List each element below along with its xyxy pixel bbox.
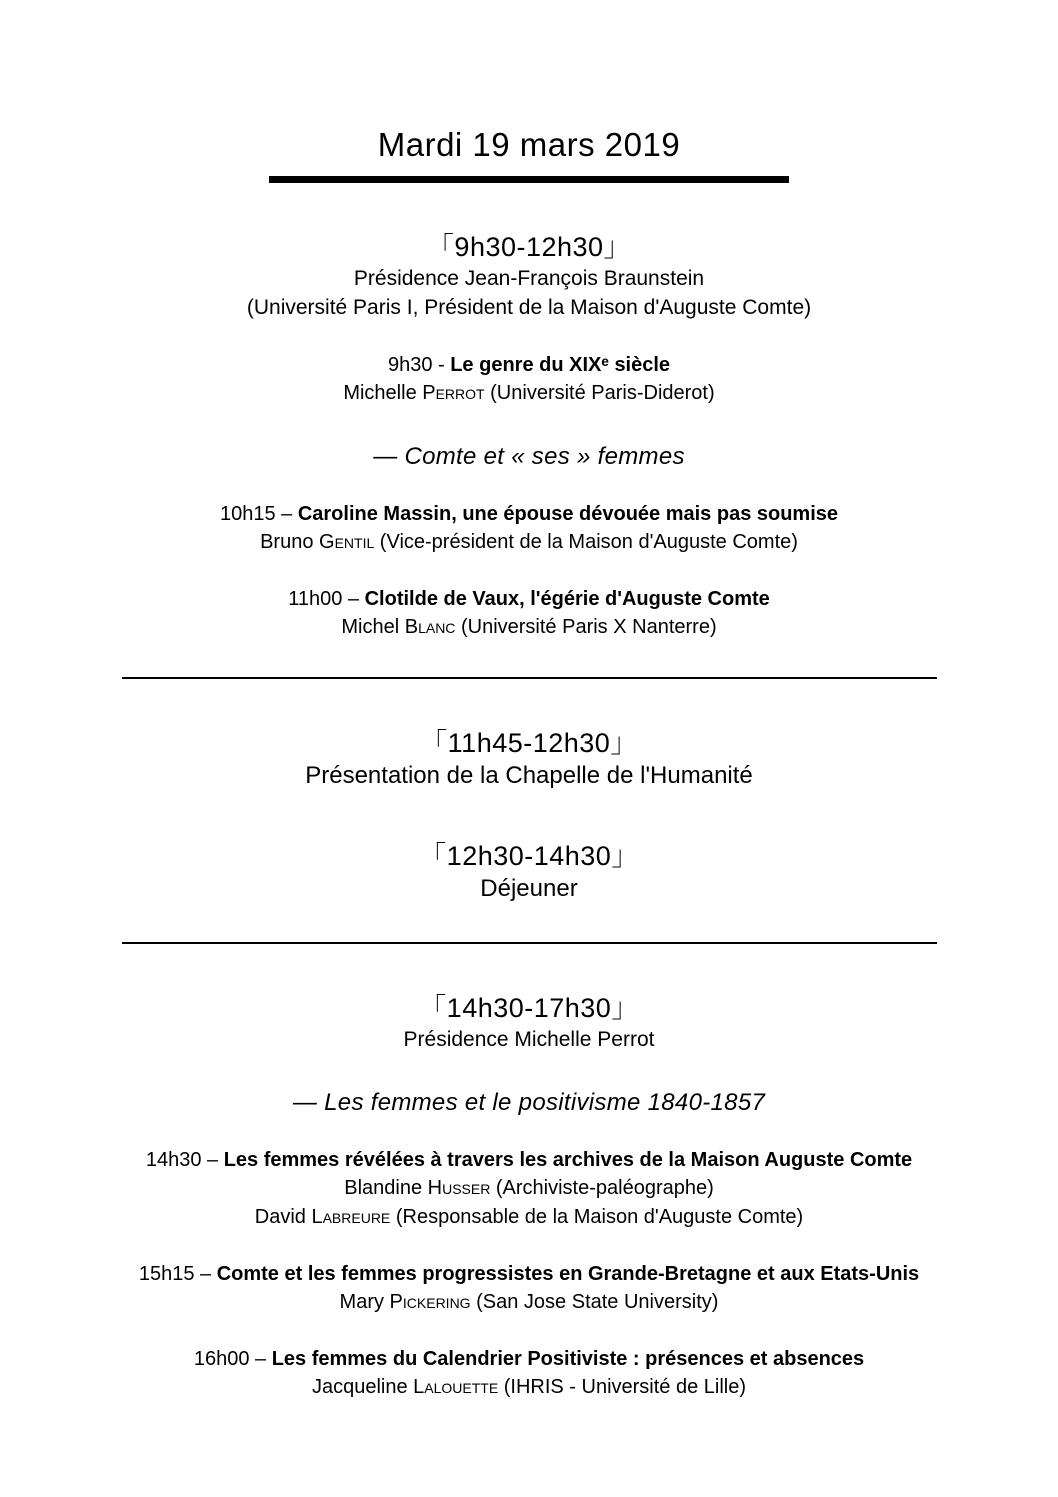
page-title: Mardi 19 mars 2019 [377, 126, 681, 163]
session-time: 「9h30-12h30」 [426, 232, 632, 262]
session-chair: Présidence Michelle Perrot [403, 1027, 655, 1051]
speaker-firstname: Michel [341, 615, 405, 638]
speaker-lastname: Lalouette [413, 1376, 499, 1399]
talk-title: Les femmes révélées à travers les archives de la Maison Auguste Comte [223, 1149, 913, 1172]
session-afternoon [110, 986, 948, 1402]
talk-hour: 14h30 – [145, 1149, 224, 1172]
session-chair-line1: Présidence Jean-François Braunstein [353, 267, 705, 290]
talk-speaker [110, 1175, 948, 1202]
talk-speaker [110, 529, 948, 556]
speaker-lastname: Gentil [319, 530, 375, 553]
speaker-affiliation: (Vice-président de la Maison d'Auguste Comte) [374, 530, 798, 553]
speaker-firstname: David [254, 1206, 312, 1229]
speaker-affiliation: (Archiviste-paléographe) [490, 1177, 714, 1200]
speaker-firstname: Jacqueline [311, 1376, 414, 1399]
talk-title: Les femmes du Calendrier Positiviste : présences et absences [271, 1348, 865, 1371]
speaker-affiliation: (Responsable de la Maison d'Auguste Comte) [390, 1206, 804, 1229]
talk-hour: 16h00 – [193, 1348, 272, 1371]
talk-speaker [110, 614, 948, 641]
talk-speaker [110, 1204, 948, 1231]
speaker-firstname: Bruno [260, 530, 320, 553]
talk-item [110, 501, 948, 556]
talk-title: Le genre du XIXᵉ siècle [450, 353, 671, 376]
talk-item [110, 586, 948, 641]
talk-item [110, 1346, 948, 1401]
session-morning [110, 225, 948, 641]
talk-hour: 15h15 – [138, 1263, 217, 1286]
talk-item [110, 1147, 948, 1231]
talk-heading [110, 501, 948, 527]
speaker-affiliation: (IHRIS - Université de Lille) [498, 1376, 747, 1399]
talk-hour: 11h00 – [288, 587, 365, 610]
speaker-affiliation: (Université Paris-Diderot) [484, 381, 715, 404]
midday-block1-time: 「11h45-12h30」 [420, 727, 638, 758]
talk-title: Comte et les femmes progressistes en Grande-Bretagne et aux Etats-Unis [216, 1263, 920, 1286]
speaker-lastname: Pickering [389, 1291, 471, 1314]
talk-heading [110, 586, 948, 612]
midday-block2-time: 「12h30-14h30」 [419, 841, 639, 872]
session-time: 「14h30-17h30」 [419, 992, 639, 1023]
talk-item [110, 352, 948, 407]
speaker-lastname: Husser [427, 1177, 491, 1200]
speaker-affiliation: (San Jose State University) [470, 1291, 719, 1314]
talk-hour: 10h15 – [219, 502, 298, 525]
talk-speaker [110, 1289, 948, 1316]
title-divider [269, 176, 789, 183]
session-midday [110, 721, 948, 906]
speaker-firstname: Mary [339, 1291, 390, 1314]
session-chair-line2: (Université Paris I, Président de la Maison d'Auguste Comte) [246, 295, 812, 319]
session-theme: — Comte et « ses » femmes [373, 442, 685, 470]
speaker-firstname: Blandine [344, 1177, 428, 1200]
talk-item [110, 1261, 948, 1316]
speaker-lastname: Perrot [422, 381, 485, 404]
talk-hour: 9h30 - [387, 353, 451, 376]
talk-heading [110, 1147, 948, 1173]
talk-title: Clotilde de Vaux, l'égérie d'Auguste Comte [364, 587, 770, 610]
midday-block2-label: Déjeuner [480, 875, 578, 903]
speaker-affiliation: (Université Paris X Nanterre) [455, 615, 717, 638]
session-theme: — Les femmes et le positivisme 1840-1857 [292, 1089, 766, 1117]
talk-heading [110, 1346, 948, 1372]
talk-speaker [110, 1374, 948, 1401]
section-divider [122, 942, 937, 944]
midday-block1-label: Présentation de la Chapelle de l'Humanité [305, 761, 753, 789]
talk-speaker [110, 380, 948, 407]
speaker-lastname: Blanc [404, 615, 456, 638]
section-divider [122, 677, 937, 679]
talk-title: Caroline Massin, une épouse dévouée mais pas soumise [297, 502, 839, 525]
talk-heading [110, 1261, 948, 1287]
speaker-firstname: Michelle [343, 381, 423, 404]
talk-heading [110, 352, 948, 378]
speaker-lastname: Labreure [311, 1206, 391, 1229]
